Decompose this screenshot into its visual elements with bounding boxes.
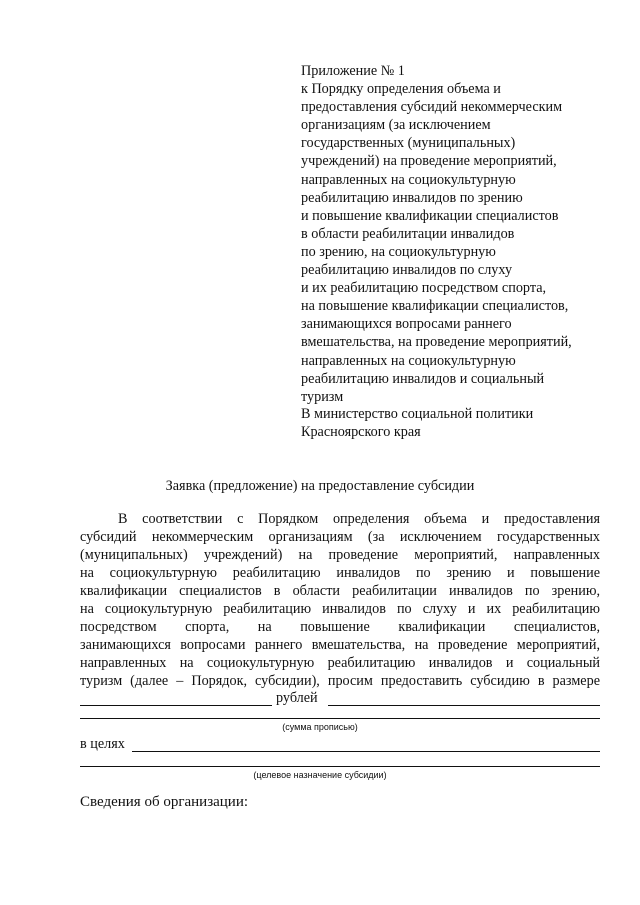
appendix-line: предоставления субсидий некоммерческим bbox=[301, 99, 563, 116]
document-title: Заявка (предложение) на предоставление субсидии bbox=[165, 478, 475, 494]
amount-number-field[interactable] bbox=[80, 705, 272, 706]
addressee-line: Красноярского края bbox=[301, 424, 421, 441]
appendix-line: вмешательства, на проведение мероприятий, bbox=[301, 334, 572, 351]
rubles-label: рублей bbox=[276, 690, 318, 706]
body-line: субсидий некоммерческим организациям (за исключением государственных bbox=[80, 529, 600, 545]
appendix-block bbox=[301, 62, 621, 406]
amount-caption: (сумма прописью) bbox=[282, 722, 358, 732]
appendix-line: по зрению, на социокультурную bbox=[301, 243, 496, 260]
appendix-line: направленных на социокультурную bbox=[301, 171, 516, 188]
body-line: на социокультурную реабилитацию инвалидов по слуху и их реабилитацию bbox=[80, 601, 600, 617]
appendix-line: реабилитацию инвалидов по зрению bbox=[301, 189, 523, 206]
organization-info-heading: Сведения об организации: bbox=[80, 794, 249, 810]
amount-in-words-field[interactable] bbox=[80, 718, 600, 719]
appendix-line: на повышение квалификации специалистов, bbox=[301, 298, 569, 315]
appendix-line: и их реабилитацию посредством спорта, bbox=[301, 280, 547, 297]
body-line: квалификации специалистов в области реабилитации инвалидов по зрению, bbox=[80, 583, 600, 599]
addressee-line: В министерство социальной политики bbox=[301, 406, 534, 422]
body-line: занимающихся вопросами раннего вмешательства, на проведение мероприятий, bbox=[80, 637, 600, 653]
addressee-block bbox=[301, 405, 621, 441]
body-line: туризм (далее – Порядок, субсидии), просим предоставить субсидию в размере bbox=[80, 673, 600, 689]
appendix-line: занимающихся вопросами раннего bbox=[301, 316, 512, 333]
purpose-field[interactable] bbox=[132, 751, 600, 752]
appendix-line: учреждений) на проведение мероприятий, bbox=[301, 153, 557, 170]
purpose-field-line2[interactable] bbox=[80, 766, 600, 767]
appendix-line: к Порядку определения объема и bbox=[301, 81, 501, 98]
appendix-line: в области реабилитации инвалидов bbox=[301, 225, 515, 242]
appendix-line: и повышение квалификации специалистов bbox=[301, 207, 559, 224]
amount-continued-field[interactable] bbox=[328, 705, 600, 706]
body-line: посредством спорта, на повышение квалификации специалистов, bbox=[80, 619, 600, 635]
purpose-label: в целях bbox=[80, 736, 125, 752]
purpose-caption: (целевое назначение субсидии) bbox=[253, 770, 387, 780]
appendix-line: организациям (за исключением bbox=[301, 117, 491, 134]
appendix-line: направленных на социокультурную bbox=[301, 352, 516, 369]
body-line: направленных на социокультурную реабилитацию инвалидов и социальный bbox=[80, 655, 600, 671]
amount-row bbox=[80, 690, 600, 708]
body-line: В соответствии с Порядком определения объема и предоставления bbox=[118, 511, 600, 527]
appendix-line: туризм bbox=[301, 388, 344, 405]
appendix-line: государственных (муниципальных) bbox=[301, 135, 516, 152]
body-paragraph bbox=[80, 510, 600, 690]
appendix-line: Приложение № 1 bbox=[301, 63, 405, 79]
appendix-line: реабилитацию инвалидов по слуху bbox=[301, 262, 513, 279]
body-line: на социокультурную реабилитацию инвалидов по зрению и повышение bbox=[80, 565, 600, 581]
body-line: (муниципальных) учреждений) на проведение мероприятий, направленных bbox=[80, 547, 600, 563]
appendix-line: реабилитацию инвалидов и социальный bbox=[301, 370, 545, 387]
